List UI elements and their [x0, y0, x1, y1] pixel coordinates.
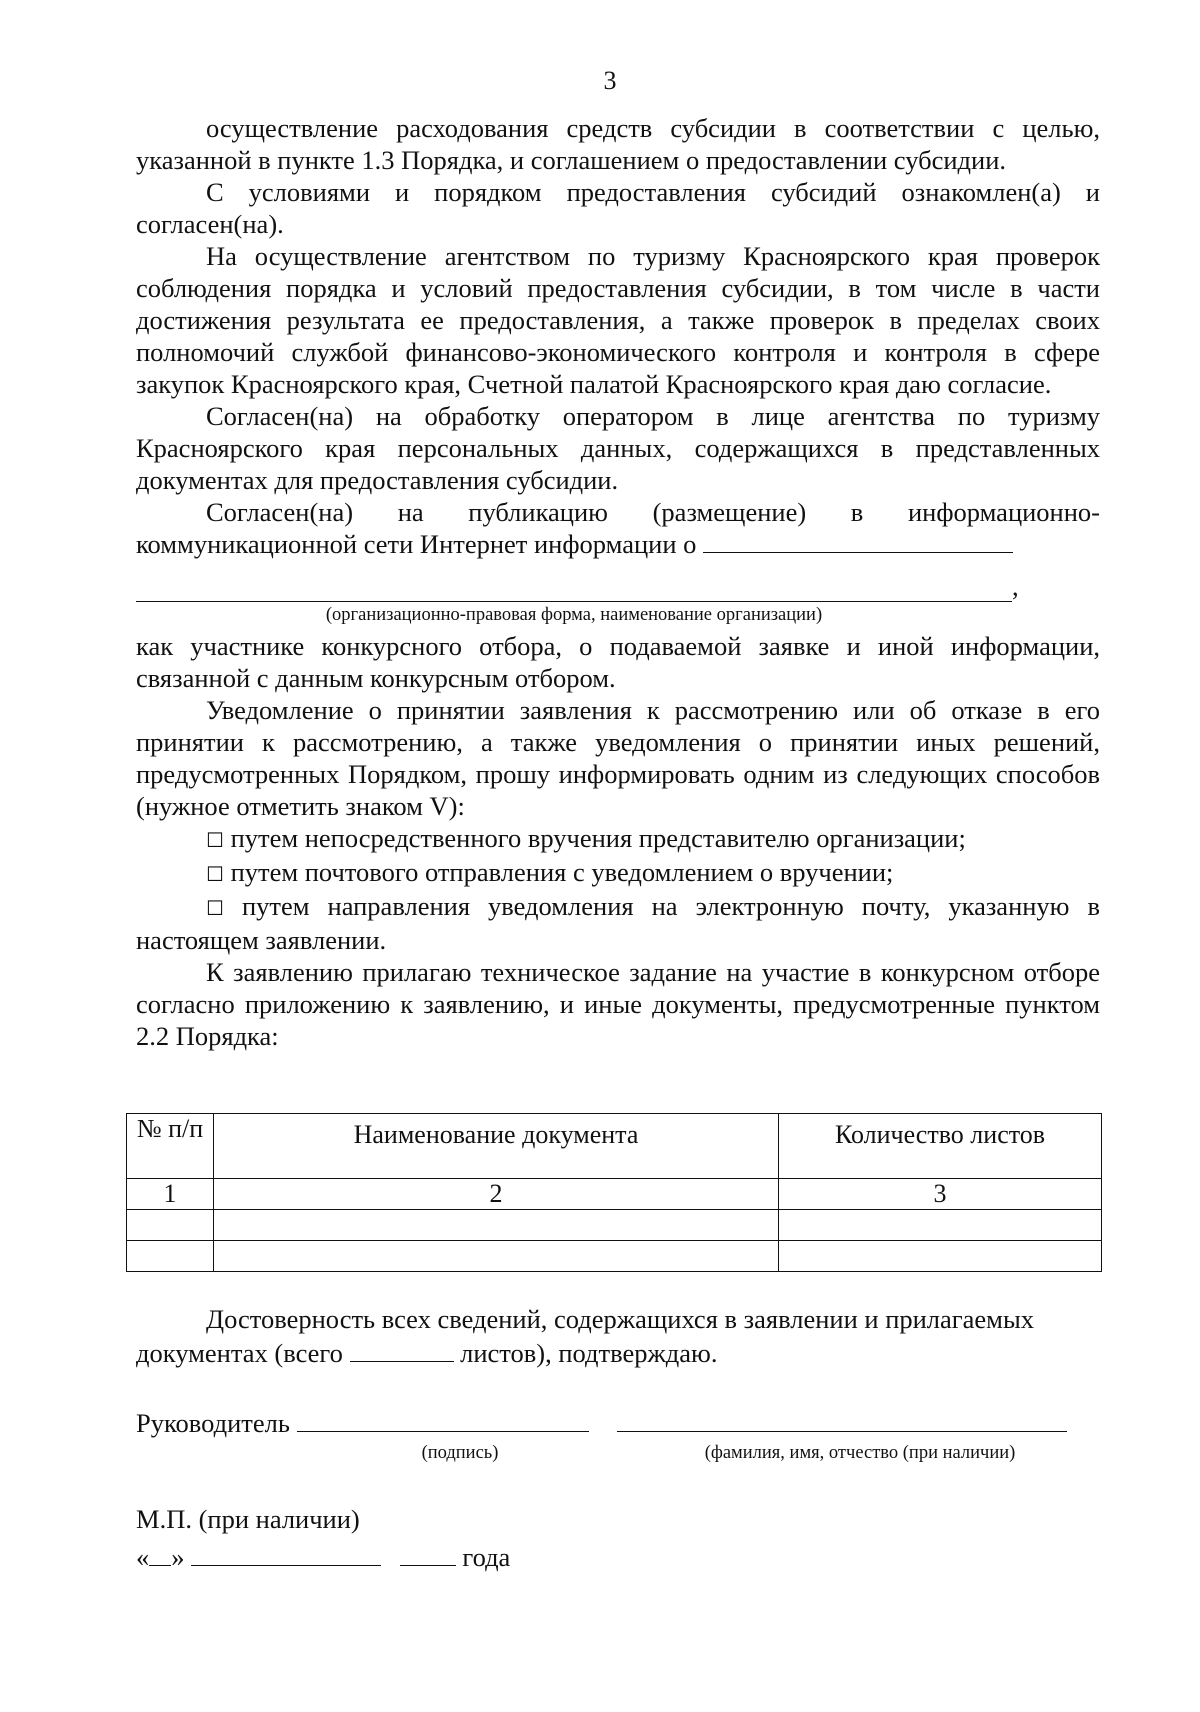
option-postal-delivery: [136, 856, 1100, 890]
table-header-row: [127, 1114, 1102, 1179]
signature-label: Руководитель: [136, 1408, 290, 1438]
date-row: [136, 1540, 1100, 1574]
table-cell[interactable]: [779, 1210, 1102, 1241]
header-sheet-count: Количество листов: [779, 1114, 1102, 1179]
table-cell[interactable]: [127, 1241, 214, 1272]
signature-row: [136, 1406, 1100, 1442]
paragraph-attachments: К заявлению прилагаю техническое задание на участие в конкурсном отборе согласно приложению к заявлению, и иные документы, предусмотренные пунктом 2.2 Порядка:: [136, 957, 1100, 1051]
header-number: № п/п: [127, 1114, 214, 1179]
date-year-label: года: [462, 1542, 511, 1572]
date-month-field[interactable]: [191, 1543, 381, 1566]
organization-field-caption: (организационно-правовая форма, наименование организации): [325, 605, 823, 625]
organization-name-field[interactable]: [136, 579, 1012, 602]
signature-field[interactable]: [297, 1409, 589, 1432]
documents-table: [126, 1113, 1102, 1272]
confirmation-paragraph: [136, 1302, 1100, 1370]
header-document-name: Наименование документа: [214, 1114, 779, 1179]
paragraph-subsidy-usage: осуществление расходования средств субсидии в соответствии с целью, указанной в пункте 1.3 Порядка, и соглашением о предоставлении субсидии.: [136, 113, 1100, 175]
document-body: [136, 112, 1100, 1052]
date-open-quote: «: [136, 1542, 150, 1572]
organization-field-row: ,: [136, 570, 1100, 602]
full-name-caption: (фамилия, имя, отчество (при наличии): [704, 1443, 1016, 1463]
option-personal-delivery-label: путем непосредственного вручения представителю организации;: [230, 823, 966, 853]
table-cell[interactable]: [779, 1241, 1102, 1272]
date-day-field[interactable]: [149, 1543, 171, 1566]
signature-caption: (подпись): [421, 1443, 499, 1463]
total-sheets-field[interactable]: [350, 1339, 454, 1362]
confirmation-text-end: листов), подтверждаю.: [460, 1338, 718, 1368]
table-row: [127, 1241, 1102, 1272]
table-number-row: [127, 1179, 1102, 1210]
checkbox-postal-delivery[interactable]: ☐: [206, 862, 224, 886]
date-year-field[interactable]: [400, 1543, 456, 1566]
paragraph-personal-data-consent: Согласен(на) на обработку оператором в лице агентства по туризму Красноярского края персональных данных, содержащихся в представленных документах для предоставления субсидии.: [136, 401, 1100, 495]
table-cell[interactable]: [127, 1210, 214, 1241]
option-personal-delivery: [136, 822, 1100, 856]
paragraph-inspection-consent: На осуществление агентством по туризму Красноярского края проверок соблюдения порядка и условий предоставления субсидии, в том числе в части достижения результата ее предоставления, а также проверок в пределах своих полномочий службой финансово-экономического контроля и контроля в сфере закупок Красноярского края, Счетной палатой Красноярского края даю согласие.: [136, 241, 1100, 399]
checkbox-email-delivery[interactable]: ☐: [206, 896, 224, 920]
table-cell[interactable]: [214, 1210, 779, 1241]
paragraph-participant-info: как участнике конкурсного отбора, о подаваемой заявке и иной информации, связанной с данным конкурсным отбором.: [136, 631, 1100, 693]
date-close-quote: »: [171, 1542, 185, 1572]
checkbox-personal-delivery[interactable]: ☐: [206, 828, 224, 852]
option-email-delivery: [136, 890, 1100, 956]
option-email-delivery-label: путем направления уведомления на электронную почту, указанную в настоящем заявлении.: [136, 891, 1101, 955]
stamp-label: М.П. (при наличии): [136, 1504, 360, 1534]
confirmation-text: Достоверность всех сведений, содержащихся в заявлении и прилагаемых документах (всего: [136, 1304, 1035, 1368]
paragraph-conditions-consent: С условиями и порядком предоставления субсидий ознакомлен(а) и согласен(на).: [136, 177, 1100, 239]
table-row: [127, 1210, 1102, 1241]
option-postal-delivery-label: путем почтового отправления с уведомлением о вручении;: [230, 857, 894, 887]
organization-field-line[interactable]: [703, 530, 1013, 553]
paragraph-notification-method: Уведомление о принятии заявления к рассмотрению или об отказе в его принятии к рассмотрению, а также уведомления о принятии иных решений, предусмотренных Порядком, прошу информировать одним из следующих способов (нужное отметить знаком V):: [136, 695, 1100, 821]
full-name-field[interactable]: [617, 1409, 1067, 1432]
column-number-1: 1: [127, 1179, 214, 1210]
paragraph-publication-consent: [136, 496, 1100, 560]
column-number-2: 2: [214, 1179, 779, 1210]
publication-consent-text: Согласен(на) на публикацию (размещение) в информационно-коммуникационной сети Интернет информации о: [136, 497, 1100, 559]
page-number: 3: [603, 66, 617, 95]
table-cell[interactable]: [214, 1241, 779, 1272]
column-number-3: 3: [779, 1179, 1102, 1210]
